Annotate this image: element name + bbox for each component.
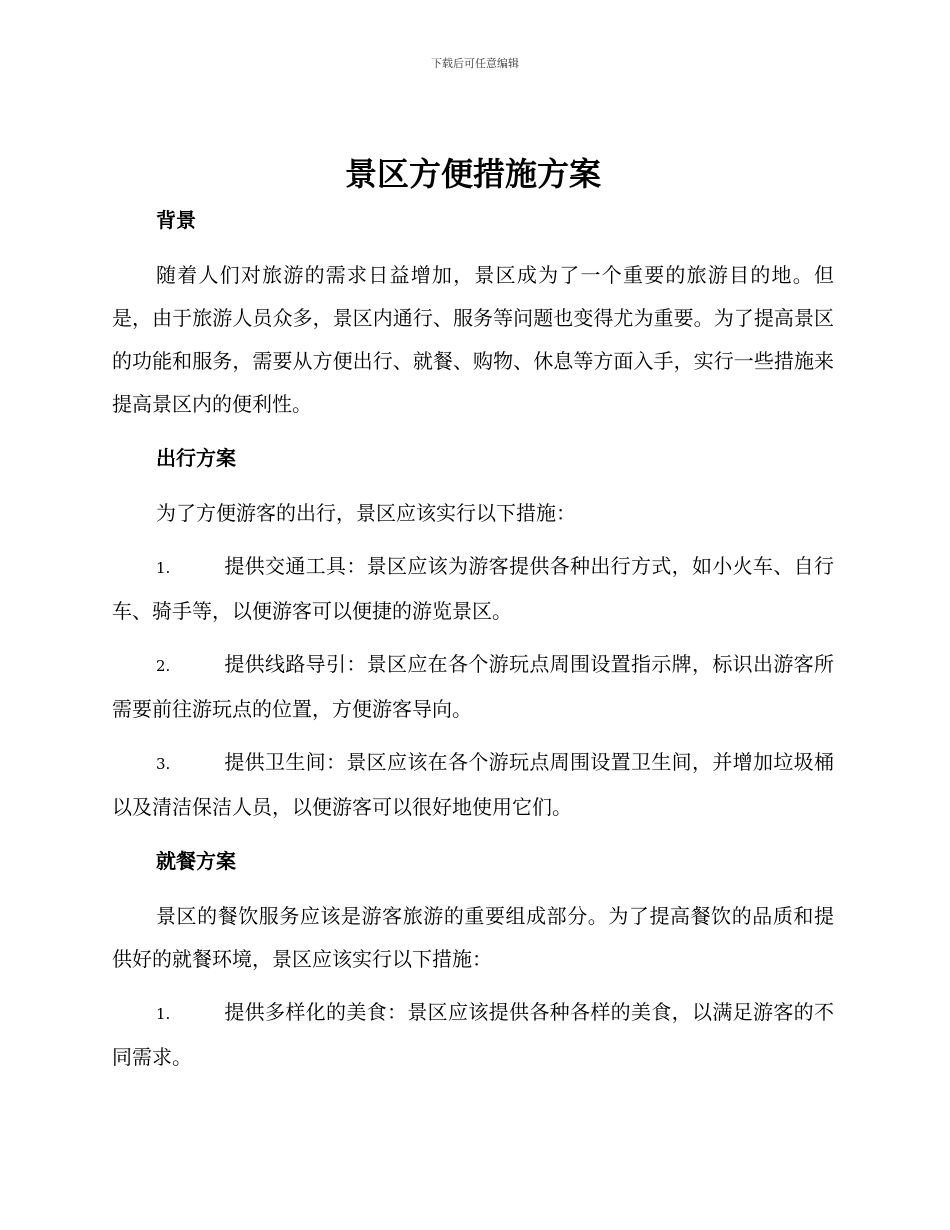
background-paragraph: 随着人们对旅游的需求日益增加，景区成为了一个重要的旅游目的地。但是，由于旅游人员众多，景区内通行、服务等问题也变得尤为重要。为了提高景区的功能和服务，需要从方便出行、就餐、购物、休息等方面入手，实行一些措施来提高景区内的便利性。 (112, 263, 834, 416)
list-text: 提供交通工具：景区应该为游客提供各种出行方式，如小火车、自行车、骑手等，以便游客可以便捷的游览景区。 (112, 554, 834, 623)
section-heading-dining: 就餐方案 (156, 849, 236, 873)
section-heading-travel: 出行方案 (156, 446, 236, 470)
list-text: 提供多样化的美食：景区应该提供各种各样的美食，以满足游客的不同需求。 (112, 1000, 834, 1069)
list-item (112, 741, 834, 829)
list-number: 3. (156, 755, 171, 773)
list-number: 2. (156, 657, 171, 675)
list-text: 提供线路导引：景区应在各个游玩点周围设置指示牌，标识出游客所需要前往游玩点的位置，方便游客导向。 (112, 652, 834, 721)
section-heading-background: 背景 (156, 208, 196, 232)
list-item (112, 643, 834, 731)
list-item (112, 991, 834, 1079)
document-title: 景区方便措施方案 (344, 155, 601, 193)
travel-intro: 为了方便游客的出行，景区应该实行以下措施： (156, 501, 576, 525)
list-number: 1. (156, 559, 171, 577)
list-item (112, 545, 834, 633)
dining-intro: 景区的餐饮服务应该是游客旅游的重要组成部分。为了提高餐饮的品质和提供好的就餐环境，景区应该实行以下措施： (112, 904, 834, 971)
header-note: 下载后可任意编辑 (431, 57, 519, 70)
list-number: 1. (156, 1005, 171, 1023)
list-text: 提供卫生间：景区应该在各个游玩点周围设置卫生间，并增加垃圾桶以及清洁保洁人员，以便游客可以很好地使用它们。 (112, 750, 834, 819)
document-content (112, 148, 834, 1089)
